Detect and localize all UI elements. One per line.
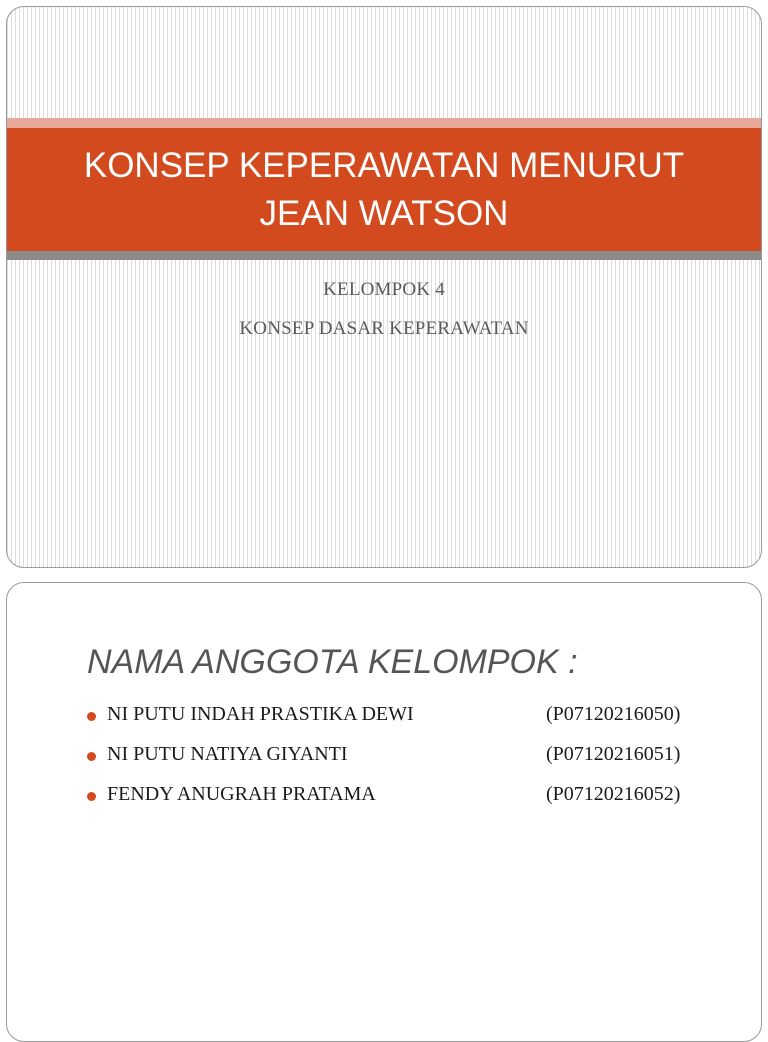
list-item	[83, 703, 723, 743]
member-id: (P07120216052)	[546, 783, 681, 805]
member-name: NI PUTU NATIYA GIYANTI	[107, 743, 348, 765]
members-slide	[6, 582, 762, 1042]
subtitle-group: KELOMPOK 4	[323, 279, 445, 300]
subtitle-course: KONSEP DASAR KEPERAWATAN	[239, 318, 529, 339]
member-id: (P07120216050)	[546, 703, 681, 725]
members-heading: NAMA ANGGOTA KELOMPOK :	[87, 643, 578, 681]
member-id: (P07120216051)	[546, 743, 681, 765]
title-top-accent-band	[7, 118, 761, 128]
list-item	[83, 783, 723, 823]
member-name: NI PUTU INDAH PRASTIKA DEWI	[107, 703, 414, 725]
member-name: FENDY ANUGRAH PRATAMA	[107, 783, 376, 805]
bullet-dot-icon	[87, 752, 96, 761]
title-slide	[6, 6, 762, 568]
title-bottom-accent-band	[7, 251, 761, 260]
list-item	[83, 743, 723, 783]
bullet-dot-icon	[87, 792, 96, 801]
member-list	[83, 703, 723, 823]
bullet-dot-icon	[87, 712, 96, 721]
title-band	[7, 128, 761, 251]
slide-title-line-1: KONSEP KEPERAWATAN MENURUT	[83, 145, 685, 185]
slide-title-line-2: JEAN WATSON	[259, 193, 509, 233]
